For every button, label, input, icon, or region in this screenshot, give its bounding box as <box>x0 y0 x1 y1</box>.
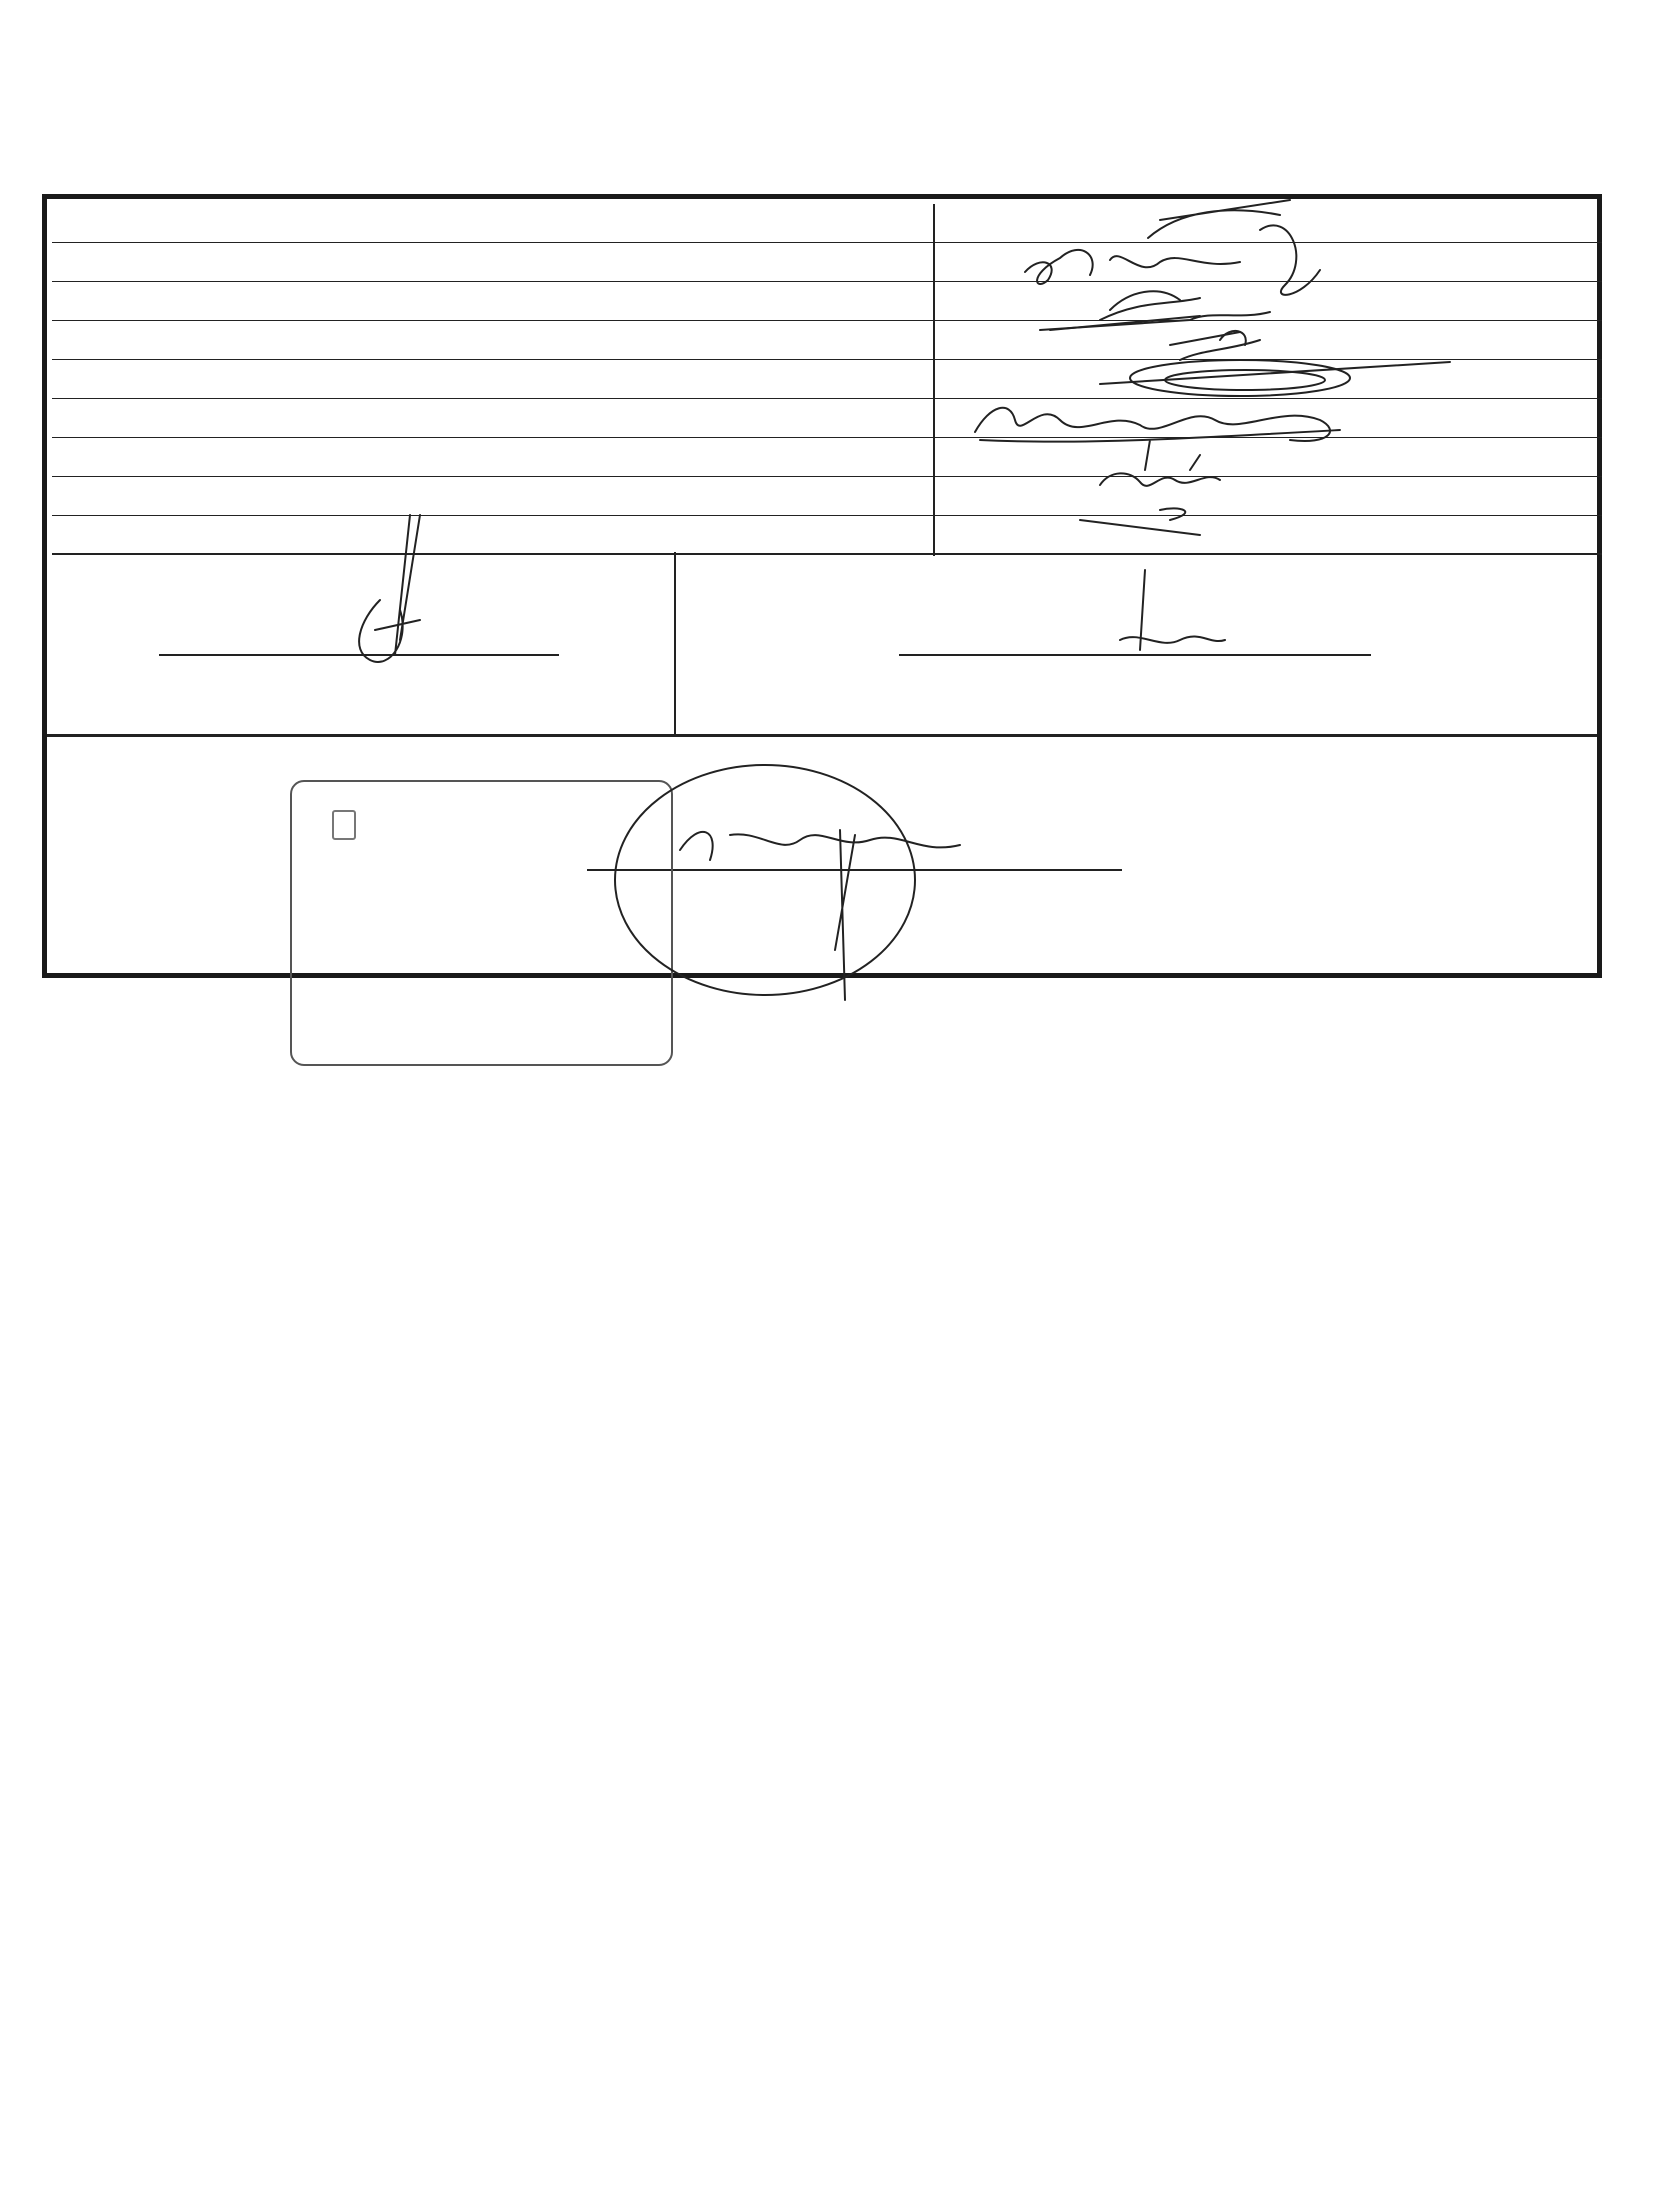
list-item <box>52 321 1602 360</box>
section-divider <box>47 734 1597 737</box>
column-divider <box>674 552 676 735</box>
signature-line <box>899 654 1371 656</box>
list-item <box>52 399 1602 438</box>
column-divider <box>933 204 935 556</box>
signature-sheet <box>42 194 1602 978</box>
list-item <box>52 477 1602 516</box>
coat-of-arms-icon <box>332 810 356 840</box>
list-item <box>52 438 1602 477</box>
signature-line <box>159 654 559 656</box>
list-item <box>52 516 1602 555</box>
signatory-list <box>52 204 1602 552</box>
official-stamp <box>290 780 673 1066</box>
list-item <box>52 204 1602 243</box>
list-item <box>52 360 1602 399</box>
list-item <box>52 243 1602 282</box>
list-item <box>52 282 1602 321</box>
